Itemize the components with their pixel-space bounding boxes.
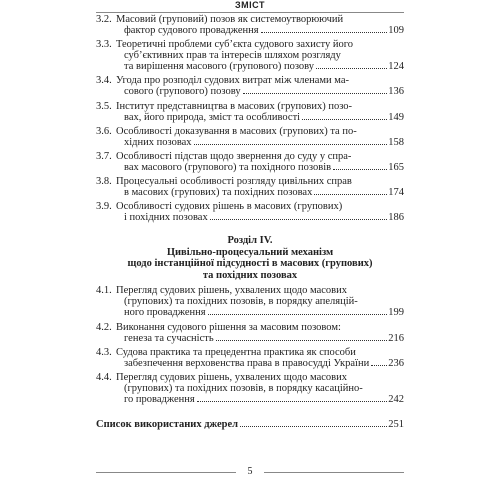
toc-entry-number: 3.3.	[96, 39, 112, 51]
toc-entry-3-6	[96, 126, 404, 148]
toc-entry-text-line: Теоретичні проблеми суб’єкта судового захисту його	[116, 39, 354, 51]
toc-entry-number: 4.3.	[96, 346, 112, 358]
toc-entry-3-4	[96, 75, 404, 97]
toc-entry-text-line: в масових (групових) та похідних позовах	[124, 187, 313, 199]
toc-entry-last-line	[116, 187, 404, 198]
toc-entry-number: 3.6.	[96, 125, 112, 137]
dot-leader	[216, 340, 388, 341]
toc-entry-number: 3.7.	[96, 150, 112, 162]
toc-entry-text-line: Судова практика та прецедентна практика як способи	[116, 346, 356, 358]
part-heading	[96, 235, 404, 281]
toc-entry-text-line: хідних позовах	[124, 136, 192, 148]
toc-entry-bibliography	[96, 419, 404, 430]
part-title-line: та похідних позовах	[202, 269, 298, 281]
toc-entry-page: 251	[388, 418, 404, 430]
toc-entry-number: 4.2.	[96, 321, 112, 333]
toc-entry-page: 109	[388, 25, 404, 36]
toc-entry-page: 186	[388, 212, 404, 224]
toc-entry-last-line	[116, 394, 404, 405]
toc-entry-number: 4.4.	[96, 371, 112, 383]
toc-entry-4-4	[96, 372, 404, 405]
toc-entry-page: 124	[388, 61, 404, 73]
toc-entry-text-line: фактор судового провадження	[124, 25, 259, 36]
toc-entry-text-line: вах масового (групового) та похідного позовів	[124, 161, 332, 173]
toc-entry-text-line: Масовий (груповий) позов як системоутворюючий	[116, 14, 344, 25]
toc-entry-last-line	[116, 86, 404, 97]
toc-entry-text-line: Особливості доказування в масових (групових) та по-	[116, 125, 357, 137]
part-number: Розділ IV.	[227, 235, 273, 247]
toc-entry-page: 199	[388, 307, 404, 319]
toc-entry-page: 242	[388, 393, 404, 405]
page-number: 5	[247, 466, 253, 477]
toc-entry-page: 158	[388, 136, 404, 148]
toc-entry-text-line: забезпечення верховенства права в правосудді України	[124, 357, 370, 369]
dot-leader	[261, 32, 388, 33]
toc-entry-last-line	[116, 162, 404, 173]
toc-entry-3-7	[96, 151, 404, 173]
toc-entry-last-line	[116, 112, 404, 123]
toc-entry-page: 174	[388, 187, 404, 199]
toc-entry-text-line: Перегляд судових рішень, ухвалених щодо масових	[116, 371, 347, 383]
toc-entry-3-9	[96, 201, 404, 223]
toc-entry-number: 4.1.	[96, 285, 112, 297]
dot-leader	[333, 169, 387, 170]
dot-leader	[240, 426, 387, 427]
toc-entry-3-5	[96, 101, 404, 123]
toc-entry-text-line: сового (групового) позову	[124, 86, 241, 98]
toc-entry-text-line: Перегляд судових рішень, ухвалених щодо масових	[116, 285, 347, 297]
toc-entry-3-8	[96, 176, 404, 198]
toc-entry-text-line: Виконання судового рішення за масовим позовом:	[116, 321, 341, 333]
toc-entry-last-line	[116, 25, 404, 36]
toc-entry-number: 3.5.	[96, 100, 112, 112]
header-rule	[96, 12, 404, 13]
dot-leader	[208, 314, 388, 315]
toc-entry-last-line	[116, 61, 404, 72]
table-of-contents	[96, 14, 404, 433]
toc-entry-4-1	[96, 285, 404, 318]
dot-leader	[314, 194, 387, 195]
bibliography-label: Список використаних джерел	[96, 418, 239, 430]
toc-entry-text-line: вах, його природа, зміст та особливості	[124, 111, 301, 123]
toc-entry-text-line: го провадження	[124, 393, 195, 405]
toc-entry-text-line: (групових) та похідних позовів, в порядку апеляцій-	[124, 296, 358, 308]
toc-entry-text-line: ного провадження	[124, 307, 206, 319]
toc-entry-number: 3.9.	[96, 201, 112, 213]
toc-entry-last-line	[116, 137, 404, 148]
dot-leader	[197, 401, 388, 402]
toc-entry-text-line: Угода про розподіл судових витрат між членами ма-	[116, 75, 350, 87]
toc-entry-last-line	[116, 358, 404, 369]
toc-entry-page: 216	[388, 332, 404, 344]
toc-entry-last-line	[116, 212, 404, 223]
toc-entry-page: 136	[388, 86, 404, 98]
running-header	[0, 0, 500, 14]
toc-entry-text-line: Особливості судових рішень в масових (групових)	[116, 201, 343, 213]
toc-entry-number: 3.4.	[96, 75, 112, 87]
toc-entry-text-line: Інститут представництва в масових (групових) позо-	[116, 100, 353, 112]
toc-entry-last-line	[116, 307, 404, 318]
toc-entry-page: 165	[388, 161, 404, 173]
toc-entry-last-line	[96, 419, 404, 430]
toc-entry-text-line: Процесуальні особливості розгляду цивільних справ	[116, 176, 352, 188]
toc-entry-text-line: Особливості підстав щодо звернення до суду у спра-	[116, 150, 352, 162]
toc-entry-text-line: та вирішення масового (групового) позову	[124, 61, 315, 73]
dot-leader	[316, 68, 387, 69]
dot-leader	[210, 219, 388, 220]
running-header-title: ЗМІСТ	[235, 0, 265, 10]
toc-entry-text-line: суб’єктивних прав та інтересів шляхом розгляду	[124, 50, 341, 62]
toc-entry-text-line: і похідних позовах	[124, 212, 208, 224]
dot-leader	[243, 93, 388, 94]
toc-entry-4-3	[96, 347, 404, 369]
toc-entry-3-2	[96, 14, 404, 36]
toc-entry-text-line: генеза та сучасність	[124, 332, 214, 344]
toc-entry-3-3	[96, 39, 404, 72]
toc-entry-number: 3.8.	[96, 176, 112, 188]
toc-entry-page: 149	[388, 111, 404, 123]
toc-entry-number: 3.2.	[96, 14, 112, 25]
toc-entry-page: 236	[388, 357, 404, 369]
toc-entry-text-line: (групових) та похідних позовів, в порядку касаційно-	[124, 382, 363, 394]
toc-entry-last-line	[116, 333, 404, 344]
part-title-line: Цивільно-процесуальний механізм	[166, 246, 334, 258]
toc-entry-4-2	[96, 322, 404, 344]
dot-leader	[302, 119, 387, 120]
part-title-line: щодо інстанційної підсудності в масових (групових)	[127, 258, 373, 270]
dot-leader	[371, 365, 387, 366]
dot-leader	[194, 144, 388, 145]
